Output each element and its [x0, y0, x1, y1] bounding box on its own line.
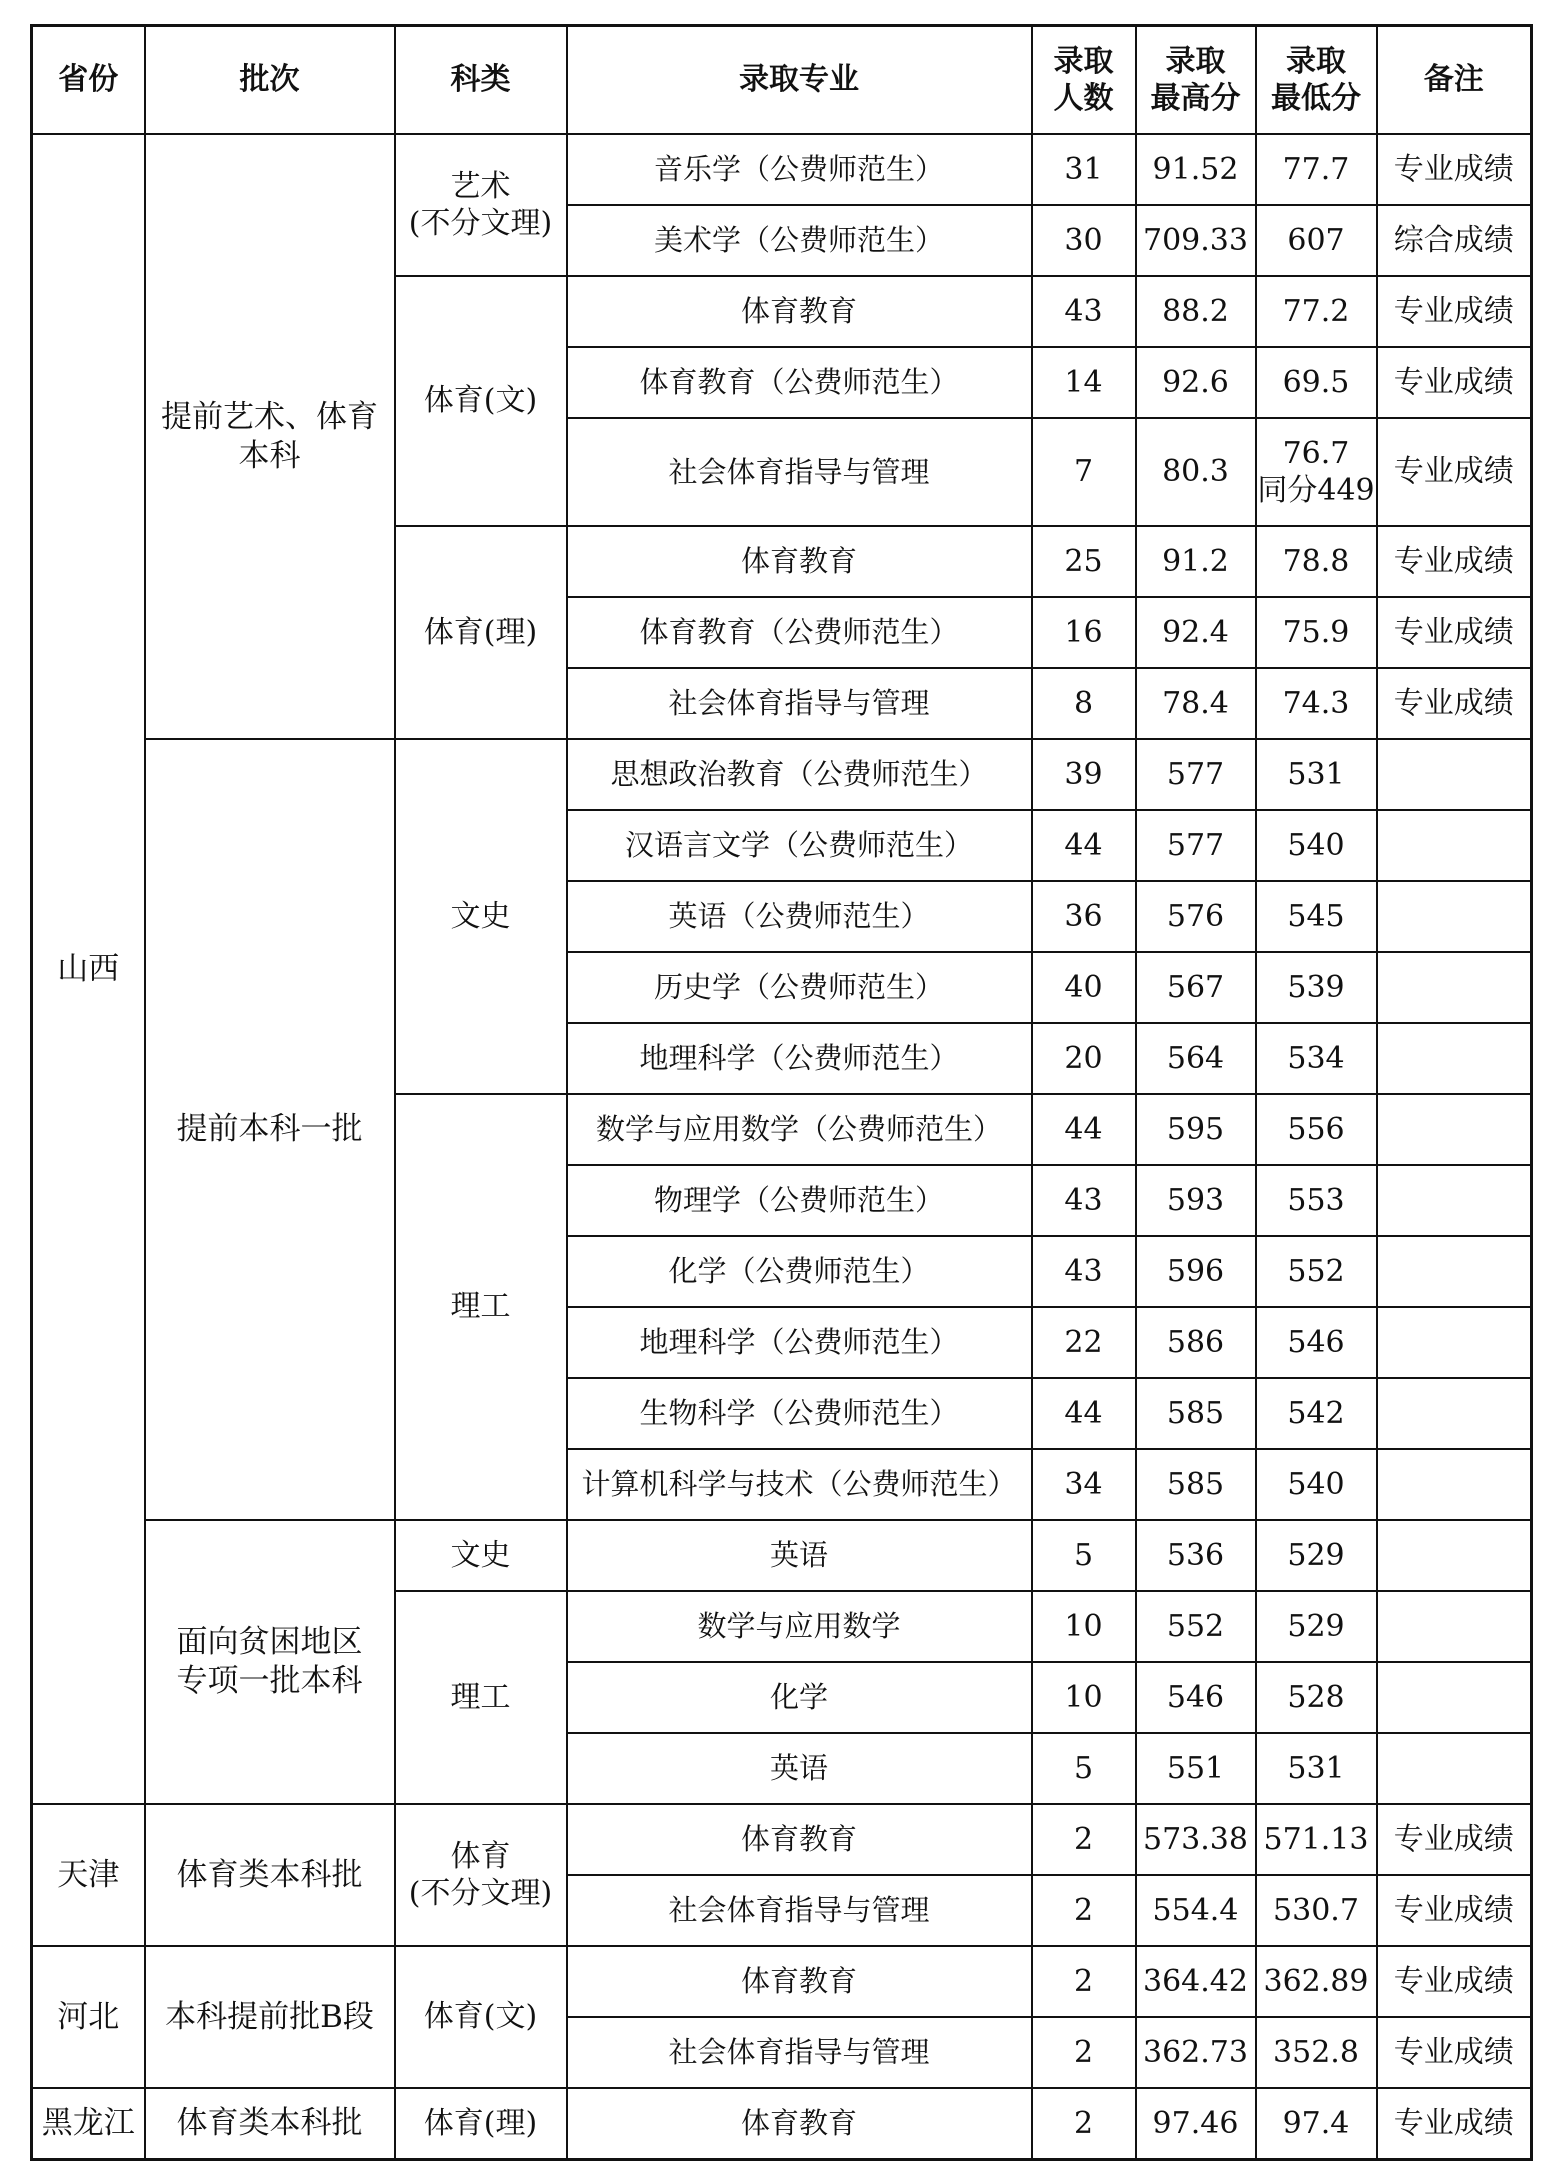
count-cell: 34: [1032, 1449, 1136, 1520]
min-score-cell: 540: [1256, 1449, 1377, 1520]
min-score-cell: 539: [1256, 952, 1377, 1023]
note-cell: 专业成绩: [1377, 1875, 1532, 1946]
count-cell: 5: [1032, 1733, 1136, 1804]
count-cell: 36: [1032, 881, 1136, 952]
header-count: 录取 人数: [1032, 26, 1136, 135]
max-score-cell: 88.2: [1136, 276, 1256, 347]
note-cell: 专业成绩: [1377, 668, 1532, 739]
major-cell: 体育教育: [567, 1804, 1032, 1875]
major-cell: 化学（公费师范生）: [567, 1236, 1032, 1307]
max-score-cell: 92.4: [1136, 597, 1256, 668]
max-score-cell: 573.38: [1136, 1804, 1256, 1875]
count-cell: 20: [1032, 1023, 1136, 1094]
min-score-cell: 362.89: [1256, 1946, 1377, 2017]
table-row: [32, 2088, 1532, 2159]
count-cell: 22: [1032, 1307, 1136, 1378]
min-score-cell: 552: [1256, 1236, 1377, 1307]
max-score-cell: 554.4: [1136, 1875, 1256, 1946]
count-cell: 10: [1032, 1662, 1136, 1733]
count-cell: 25: [1032, 526, 1136, 597]
min-score-cell: 74.3: [1256, 668, 1377, 739]
category-cell: 体育(文): [395, 1946, 567, 2088]
note-cell: [1377, 1449, 1532, 1520]
note-cell: [1377, 1520, 1532, 1591]
note-cell: 专业成绩: [1377, 276, 1532, 347]
major-cell: 美术学（公费师范生）: [567, 205, 1032, 276]
major-cell: 社会体育指导与管理: [567, 2017, 1032, 2088]
major-cell: 体育教育: [567, 276, 1032, 347]
max-score-cell: 595: [1136, 1094, 1256, 1165]
min-score-cell: 553: [1256, 1165, 1377, 1236]
note-cell: 专业成绩: [1377, 2088, 1532, 2159]
count-cell: 2: [1032, 1804, 1136, 1875]
major-cell: 化学: [567, 1662, 1032, 1733]
max-score-cell: 709.33: [1136, 205, 1256, 276]
category-cell: 理工: [395, 1094, 567, 1520]
major-cell: 体育教育: [567, 1946, 1032, 2017]
max-score-cell: 362.73: [1136, 2017, 1256, 2088]
max-score-cell: 551: [1136, 1733, 1256, 1804]
major-cell: 体育教育: [567, 2088, 1032, 2159]
min-score-cell: 556: [1256, 1094, 1377, 1165]
header-note: 备注: [1377, 26, 1532, 135]
batch-cell: 提前艺术、体育 本科: [145, 134, 395, 739]
note-cell: [1377, 1591, 1532, 1662]
min-score-cell: 75.9: [1256, 597, 1377, 668]
header-province: 省份: [32, 26, 145, 135]
max-score-cell: 577: [1136, 810, 1256, 881]
count-cell: 43: [1032, 276, 1136, 347]
note-cell: [1377, 1165, 1532, 1236]
province-cell: 黑龙江: [32, 2088, 145, 2159]
max-score-cell: 546: [1136, 1662, 1256, 1733]
count-cell: 2: [1032, 2088, 1136, 2159]
major-cell: 英语（公费师范生）: [567, 881, 1032, 952]
min-score-cell: 546: [1256, 1307, 1377, 1378]
min-score-cell: 571.13: [1256, 1804, 1377, 1875]
max-score-cell: 576: [1136, 881, 1256, 952]
count-cell: 2: [1032, 1875, 1136, 1946]
table-row: [32, 1520, 1532, 1591]
note-cell: [1377, 810, 1532, 881]
note-cell: [1377, 1307, 1532, 1378]
note-cell: 专业成绩: [1377, 2017, 1532, 2088]
max-score-cell: 593: [1136, 1165, 1256, 1236]
note-cell: [1377, 1662, 1532, 1733]
note-cell: 专业成绩: [1377, 526, 1532, 597]
category-cell: 体育(理): [395, 2088, 567, 2159]
count-cell: 7: [1032, 418, 1136, 526]
max-score-cell: 97.46: [1136, 2088, 1256, 2159]
count-cell: 10: [1032, 1591, 1136, 1662]
count-cell: 30: [1032, 205, 1136, 276]
count-cell: 5: [1032, 1520, 1136, 1591]
min-score-cell: 528: [1256, 1662, 1377, 1733]
major-cell: 体育教育（公费师范生）: [567, 347, 1032, 418]
note-cell: 综合成绩: [1377, 205, 1532, 276]
max-score-cell: 536: [1136, 1520, 1256, 1591]
min-score-cell: 78.8: [1256, 526, 1377, 597]
batch-cell: 本科提前批B段: [145, 1946, 395, 2088]
major-cell: 音乐学（公费师范生）: [567, 134, 1032, 205]
max-score-cell: 567: [1136, 952, 1256, 1023]
max-score-cell: 80.3: [1136, 418, 1256, 526]
category-cell: 文史: [395, 739, 567, 1094]
note-cell: 专业成绩: [1377, 1946, 1532, 2017]
major-cell: 物理学（公费师范生）: [567, 1165, 1032, 1236]
note-cell: [1377, 881, 1532, 952]
min-score-cell: 530.7: [1256, 1875, 1377, 1946]
header-min-score: 录取 最低分: [1256, 26, 1377, 135]
table-row: [32, 1804, 1532, 1875]
province-cell: 河北: [32, 1946, 145, 2088]
max-score-cell: 585: [1136, 1378, 1256, 1449]
table-row: [32, 134, 1532, 205]
note-cell: [1377, 1236, 1532, 1307]
count-cell: 43: [1032, 1165, 1136, 1236]
max-score-cell: 552: [1136, 1591, 1256, 1662]
count-cell: 40: [1032, 952, 1136, 1023]
min-score-cell: 540: [1256, 810, 1377, 881]
category-cell: 理工: [395, 1591, 567, 1804]
note-cell: 专业成绩: [1377, 1804, 1532, 1875]
count-cell: 14: [1032, 347, 1136, 418]
header-category: 科类: [395, 26, 567, 135]
max-score-cell: 78.4: [1136, 668, 1256, 739]
category-cell: 艺术 (不分文理): [395, 134, 567, 276]
major-cell: 地理科学（公费师范生）: [567, 1023, 1032, 1094]
batch-cell: 提前本科一批: [145, 739, 395, 1520]
major-cell: 社会体育指导与管理: [567, 418, 1032, 526]
major-cell: 体育教育（公费师范生）: [567, 597, 1032, 668]
province-cell: 天津: [32, 1804, 145, 1946]
major-cell: 社会体育指导与管理: [567, 668, 1032, 739]
batch-cell: 体育类本科批: [145, 2088, 395, 2159]
note-cell: [1377, 952, 1532, 1023]
province-cell: 山西: [32, 134, 145, 1804]
note-cell: 专业成绩: [1377, 418, 1532, 526]
count-cell: 16: [1032, 597, 1136, 668]
category-cell: 体育 (不分文理): [395, 1804, 567, 1946]
min-score-cell: 531: [1256, 1733, 1377, 1804]
major-cell: 地理科学（公费师范生）: [567, 1307, 1032, 1378]
min-score-cell: 545: [1256, 881, 1377, 952]
note-cell: [1377, 1733, 1532, 1804]
max-score-cell: 585: [1136, 1449, 1256, 1520]
admission-table: [30, 24, 1533, 2161]
min-score-cell: 529: [1256, 1591, 1377, 1662]
min-score-cell: 97.4: [1256, 2088, 1377, 2159]
major-cell: 体育教育: [567, 526, 1032, 597]
note-cell: 专业成绩: [1377, 597, 1532, 668]
note-cell: [1377, 739, 1532, 810]
table-row: [32, 739, 1532, 810]
min-score-cell: 69.5: [1256, 347, 1377, 418]
note-cell: [1377, 1094, 1532, 1165]
max-score-cell: 586: [1136, 1307, 1256, 1378]
category-cell: 体育(文): [395, 276, 567, 526]
min-score-cell: 531: [1256, 739, 1377, 810]
count-cell: 44: [1032, 810, 1136, 881]
count-cell: 8: [1032, 668, 1136, 739]
batch-cell: 体育类本科批: [145, 1804, 395, 1946]
min-score-cell: 607: [1256, 205, 1377, 276]
major-cell: 英语: [567, 1733, 1032, 1804]
batch-cell: 面向贫困地区 专项一批本科: [145, 1520, 395, 1804]
min-score-cell: 529: [1256, 1520, 1377, 1591]
major-cell: 英语: [567, 1520, 1032, 1591]
major-cell: 数学与应用数学（公费师范生）: [567, 1094, 1032, 1165]
min-score-cell: 534: [1256, 1023, 1377, 1094]
min-score-cell: 542: [1256, 1378, 1377, 1449]
max-score-cell: 92.6: [1136, 347, 1256, 418]
category-cell: 文史: [395, 1520, 567, 1591]
max-score-cell: 596: [1136, 1236, 1256, 1307]
max-score-cell: 91.2: [1136, 526, 1256, 597]
count-cell: 2: [1032, 2017, 1136, 2088]
header-major: 录取专业: [567, 26, 1032, 135]
major-cell: 汉语言文学（公费师范生）: [567, 810, 1032, 881]
note-cell: 专业成绩: [1377, 347, 1532, 418]
count-cell: 39: [1032, 739, 1136, 810]
count-cell: 44: [1032, 1378, 1136, 1449]
category-cell: 体育(理): [395, 526, 567, 739]
major-cell: 生物科学（公费师范生）: [567, 1378, 1032, 1449]
header-max-score: 录取 最高分: [1136, 26, 1256, 135]
min-score-cell: 352.8: [1256, 2017, 1377, 2088]
max-score-cell: 564: [1136, 1023, 1256, 1094]
min-score-cell: 77.7: [1256, 134, 1377, 205]
max-score-cell: 577: [1136, 739, 1256, 810]
max-score-cell: 364.42: [1136, 1946, 1256, 2017]
header-row: [32, 26, 1532, 135]
major-cell: 计算机科学与技术（公费师范生）: [567, 1449, 1032, 1520]
count-cell: 44: [1032, 1094, 1136, 1165]
note-cell: 专业成绩: [1377, 134, 1532, 205]
header-batch: 批次: [145, 26, 395, 135]
major-cell: 数学与应用数学: [567, 1591, 1032, 1662]
count-cell: 43: [1032, 1236, 1136, 1307]
min-score-cell: 77.2: [1256, 276, 1377, 347]
max-score-cell: 91.52: [1136, 134, 1256, 205]
major-cell: 历史学（公费师范生）: [567, 952, 1032, 1023]
note-cell: [1377, 1023, 1532, 1094]
major-cell: 思想政治教育（公费师范生）: [567, 739, 1032, 810]
count-cell: 2: [1032, 1946, 1136, 2017]
min-score-cell: 76.7 同分449: [1256, 418, 1377, 526]
count-cell: 31: [1032, 134, 1136, 205]
table-row: [32, 1946, 1532, 2017]
major-cell: 社会体育指导与管理: [567, 1875, 1032, 1946]
note-cell: [1377, 1378, 1532, 1449]
